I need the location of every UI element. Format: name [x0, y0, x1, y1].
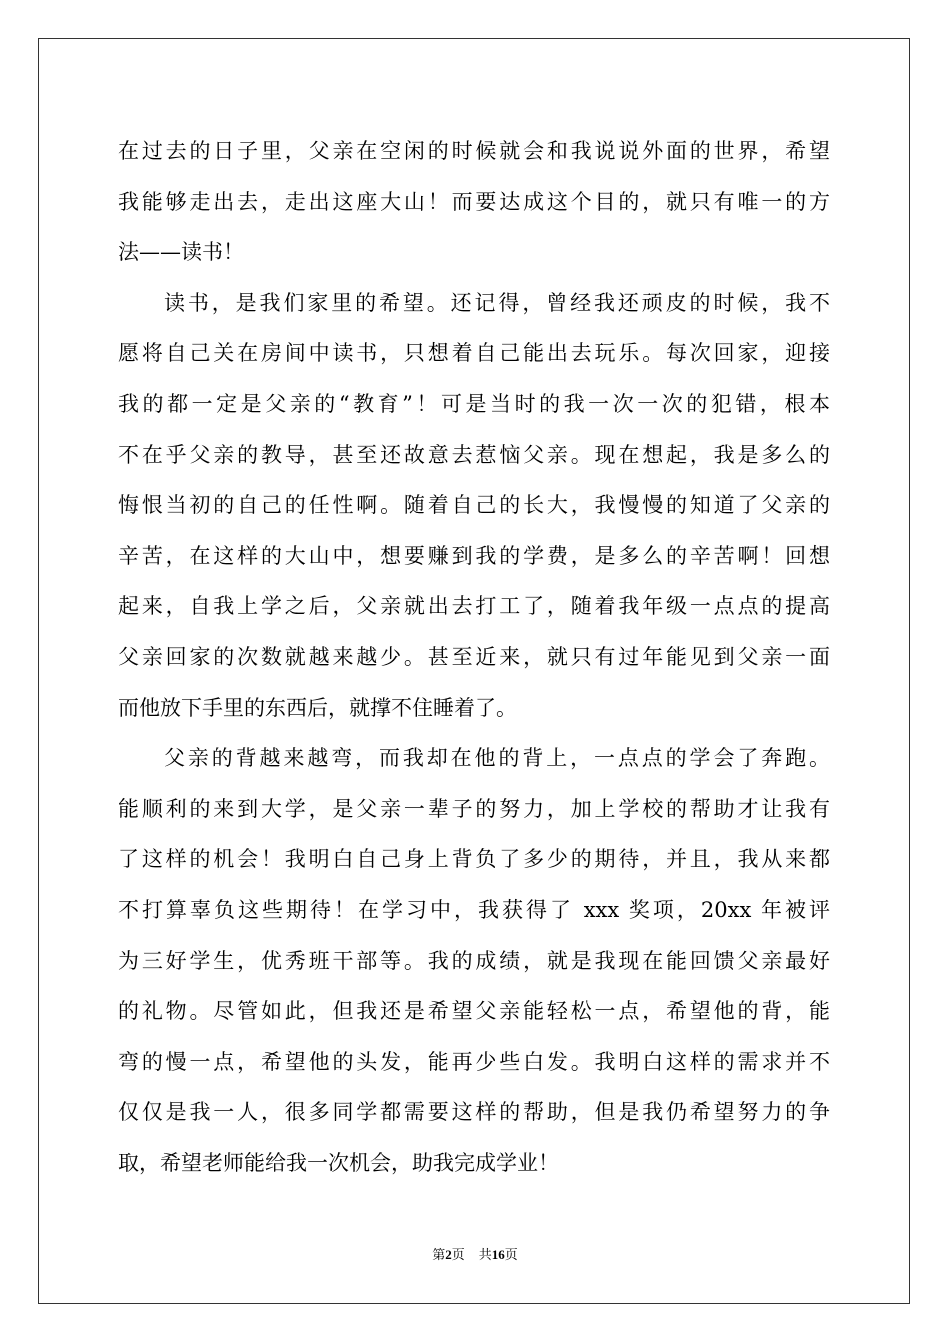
text-line: 读书，是我们家里的希望。还记得，曾经我还顽皮的时候，我不	[164, 290, 830, 315]
text-line: 悔恨当初的自己的任性啊。随着自己的长大，我慢慢的知道了父亲的	[118, 493, 830, 518]
text-line: 弯的慢一点，希望他的头发，能再少些白发。我明白这样的需求并不	[118, 1049, 830, 1074]
text-line: 在过去的日子里，父亲在空闲的时候就会和我说说外面的世界，希望	[118, 139, 830, 163]
text-line: 我能够走出去，走出这座大山！而要达成这个目的，就只有唯一的方	[118, 189, 830, 214]
text-line: 了这样的机会！我明白自己身上背负了多少的期待，并且，我从来都	[118, 847, 830, 872]
paragraph-2	[118, 278, 830, 733]
text-line: 辛苦，在这样的大山中，想要赚到我的学费，是多么的辛苦啊！回想	[118, 543, 830, 568]
page-number: 2	[445, 1247, 452, 1262]
text-line: 父亲的背越来越弯，而我却在他的背上，一点点的学会了奔跑。	[164, 746, 830, 771]
paragraph-3	[118, 733, 830, 1188]
paragraph-1	[118, 126, 830, 278]
total-pages: 16	[491, 1247, 505, 1262]
text-line: 愿将自己关在房间中读书，只想着自己能出去玩乐。每次回家，迎接	[118, 341, 830, 366]
total-suffix: 页	[504, 1247, 518, 1262]
text-line: 起来，自我上学之后，父亲就出去打工了，随着我年级一点点的提高	[118, 594, 830, 619]
document-body	[118, 126, 830, 1188]
page-prefix: 第	[432, 1247, 446, 1262]
text-line: 父亲回家的次数就越来越少。甚至近来，就只有过年能见到父亲一面	[118, 644, 830, 669]
text-line: 不在乎父亲的教导，甚至还故意去惹恼父亲。现在想起，我是多么的	[118, 442, 830, 467]
text-line: 而他放下手里的东西后，就撑不住睡着了。	[118, 695, 517, 720]
text-line: 不打算辜负这些期待！在学习中，我获得了 xxx 奖项，20xx 年被评	[118, 897, 830, 922]
page-footer	[0, 1246, 950, 1264]
text-line: 法——读书！	[118, 240, 244, 265]
text-line: 仅仅是我一人，很多同学都需要这样的帮助，但是我仍希望努力的争	[118, 1100, 830, 1125]
page-suffix: 页	[451, 1247, 465, 1262]
text-line: 为三好学生，优秀班干部等。我的成绩，就是我现在能回馈父亲最好	[118, 948, 830, 973]
total-prefix: 共	[478, 1247, 492, 1262]
text-line: 取，希望老师能给我一次机会，助我完成学业！	[118, 1150, 559, 1175]
text-line: 的礼物。尽管如此，但我还是希望父亲能轻松一点，希望他的背，能	[118, 999, 830, 1024]
text-line: 能顺利的来到大学，是父亲一辈子的努力，加上学校的帮助才让我有	[118, 796, 830, 821]
text-line: 我的都一定是父亲的“教育”！可是当时的我一次一次的犯错，根本	[118, 391, 830, 416]
